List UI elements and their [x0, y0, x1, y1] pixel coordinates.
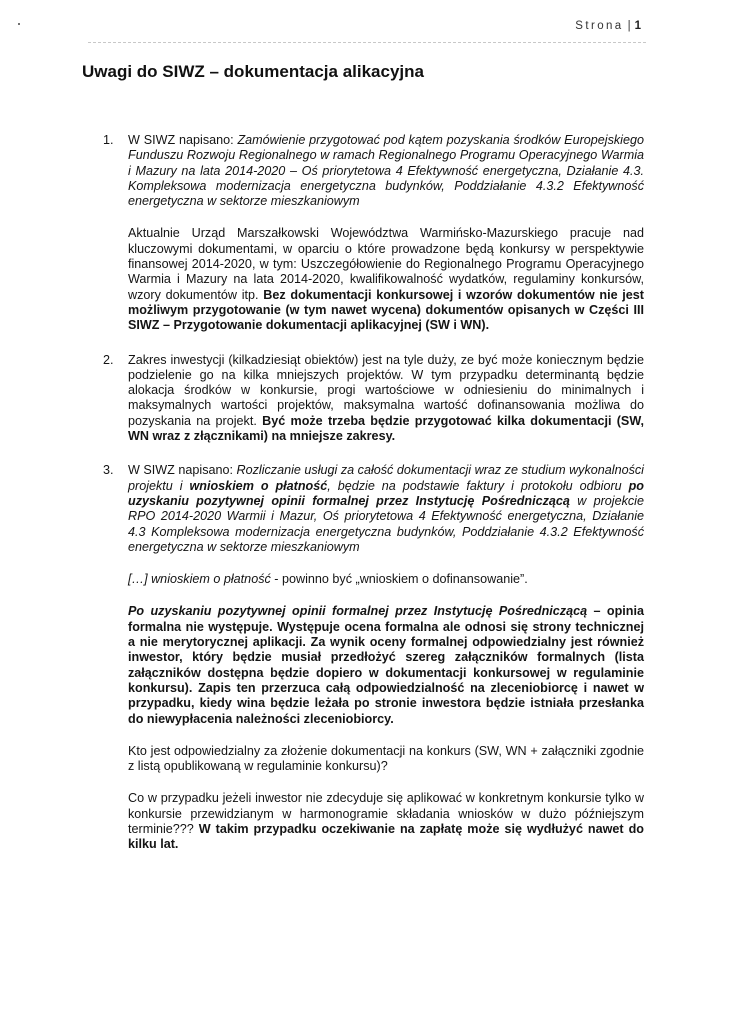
item-3-italic-2: , będzie na podstawie faktury i protokołu odbioru — [327, 478, 629, 493]
item-3-correction-text: - powinno być „wnioskiem o dofinansowanie”. — [270, 572, 528, 587]
item-3-final-paragraph — [128, 791, 644, 852]
page-label: Strona — [575, 20, 624, 32]
item-3-bolditalic-2: po uzyskaniu pozytywnej opinii formalnej przez Instytucję Pośredniczącą — [128, 478, 644, 508]
item-number: 3. — [103, 463, 114, 478]
item-3-correction-paragraph — [128, 572, 644, 587]
item-2-paragraph — [128, 353, 644, 445]
item-2-text: Zakres inwestycji (kilkadziesiąt obiektów) jest na tyle duży, ze być może koniecznym będzie podzielenie go na kilka mniejszych projektów. W tym przypadku determinantą będzie alokacja środków w konkursie, progi wartościowe w odniesieniu do minimalnych i maksymalnych wartości projektów, maksymalna wartość dofinansowania możliwa do pozyskania na projekt. — [128, 352, 644, 428]
document-body — [103, 133, 644, 853]
item-3-correction-italic: […] wnioskiem o płatność — [128, 572, 271, 587]
list-item-3 — [103, 463, 644, 852]
page-number: 1 — [634, 20, 641, 32]
item-3-italic-3: w projekcie RPO 2014-2020 Warmii i Mazur, Oś priorytetowa 4 Efektywność energetyczna, Działanie 4.3 Kompleksowa modernizacja energetyczna budynków, Poddziałanie 4.3.2 Efektywność energetyczna w sektorze mieszkaniowym — [128, 493, 644, 554]
scan-speck — [18, 23, 20, 25]
list-item-1 — [103, 133, 644, 334]
header-rule — [88, 42, 646, 43]
item-3-opinion-bold: – opinia formalna nie występuje. Występuje ocena formalna ale odnosi się strony technicznej a nie merytorycznej aplikacji. Za wynik oceny formalnej odpowiedzialny jest również inwestor, który będzie musiał przedłożyć szereg załączników formalnych (lista załączników dostępna będzie dopiero w dokumentacji konkursowej w regulaminie konkursu). Zapis ten przerzuca całą odpowiedzialność na zleceniobiorcę i nawet w przypadku, kiedy wina będzie leżała po stronie inwestora będzie istniała przesłanka do niewypłacenia należności zleceniobiorcy. — [128, 604, 644, 726]
page-header — [575, 20, 641, 32]
item-1-comment-paragraph — [128, 226, 644, 333]
item-number: 1. — [103, 133, 114, 147]
item-2-bold: Być może trzeba będzie przygotować kilka dokumentacji (SW, WN wraz z złącznikami) na mniejsze zakresy. — [128, 413, 645, 444]
item-3-final-bold: W takim przypadku oczekiwanie na zapłatę może się wydłużyć nawet do kilku lat. — [128, 821, 644, 852]
document-title: Uwagi do SIWZ – dokumentacja alikacyjna — [82, 62, 424, 81]
item-3-quote-paragraph — [128, 463, 644, 555]
item-3-question-text: Kto jest odpowiedzialny za złożenie dokumentacji na konkurs (SW, WN + załączniki zgodnie z listą opublikowaną w regulaminie konkursu)? — [128, 743, 644, 774]
item-1-quote: Zamówienie przygotować pod kątem pozyskania środków Europejskiego Funduszu Rozwoju Regionalnego w ramach Regionalnego Programu Operacyjnego Warmia i Mazury na lata 2014-2020 – Oś priorytetowa 4 Efektywność energetyczna, Działanie 4.3. Kompleksowa modernizacja energetyczna budynków, Poddziałanie 4.3.2 Efektywność energetyczna w sektorze mieszkaniowym — [128, 133, 644, 209]
item-1-quote-paragraph — [128, 133, 644, 209]
item-3-lead: W SIWZ napisano: — [128, 463, 237, 478]
item-3-opinion-bolditalic: Po uzyskaniu pozytywnej opinii formalnej przez Instytucję Pośredniczącą — [128, 604, 588, 619]
item-3-bolditalic-1: wnioskiem o płatność — [189, 478, 328, 493]
item-3-italic-1: Rozliczanie usługi za całość dokumentacji wraz ze studium wykonalności projektu i — [128, 463, 644, 493]
header-separator: | — [627, 20, 631, 32]
item-3-final-text: Co w przypadku jeżeli inwestor nie zdecyduje się aplikować w konkretnym konkursie tylko w konkursie przewidzianym w harmonogramie składania wniosków w dużo późniejszym terminie??? — [128, 791, 644, 836]
item-number: 2. — [103, 352, 114, 367]
item-1-lead: W SIWZ napisano: — [128, 133, 238, 147]
list-item-2 — [103, 353, 644, 445]
item-1-comment-bold: Bez dokumentacji konkursowej i wzorów dokumentów nie jest możliwym przygotowanie (w tym nawet wycena) dokumentów opisanych w Części III SIWZ – Przygotowanie dokumentacji aplikacyjnej (SW i WN). — [128, 287, 645, 333]
item-1-comment-text: Aktualnie Urząd Marszałkowski Województwa Warmińsko-Mazurskiego pracuje nad kluczowymi dokumentami, w oparciu o które prowadzone będą konkursy w perspektywie finansowej 2014-2020, w tym: Uszczegółowienie do Regionalnego Programu Operacyjnego Warmia i Mazury na lata 2014-2020, kwalifikowalność wydatków, regulaminy konkursów, wzory dokumentów itp. — [128, 226, 644, 302]
item-3-opinion-paragraph — [128, 604, 644, 726]
item-3-question-paragraph — [128, 744, 644, 775]
